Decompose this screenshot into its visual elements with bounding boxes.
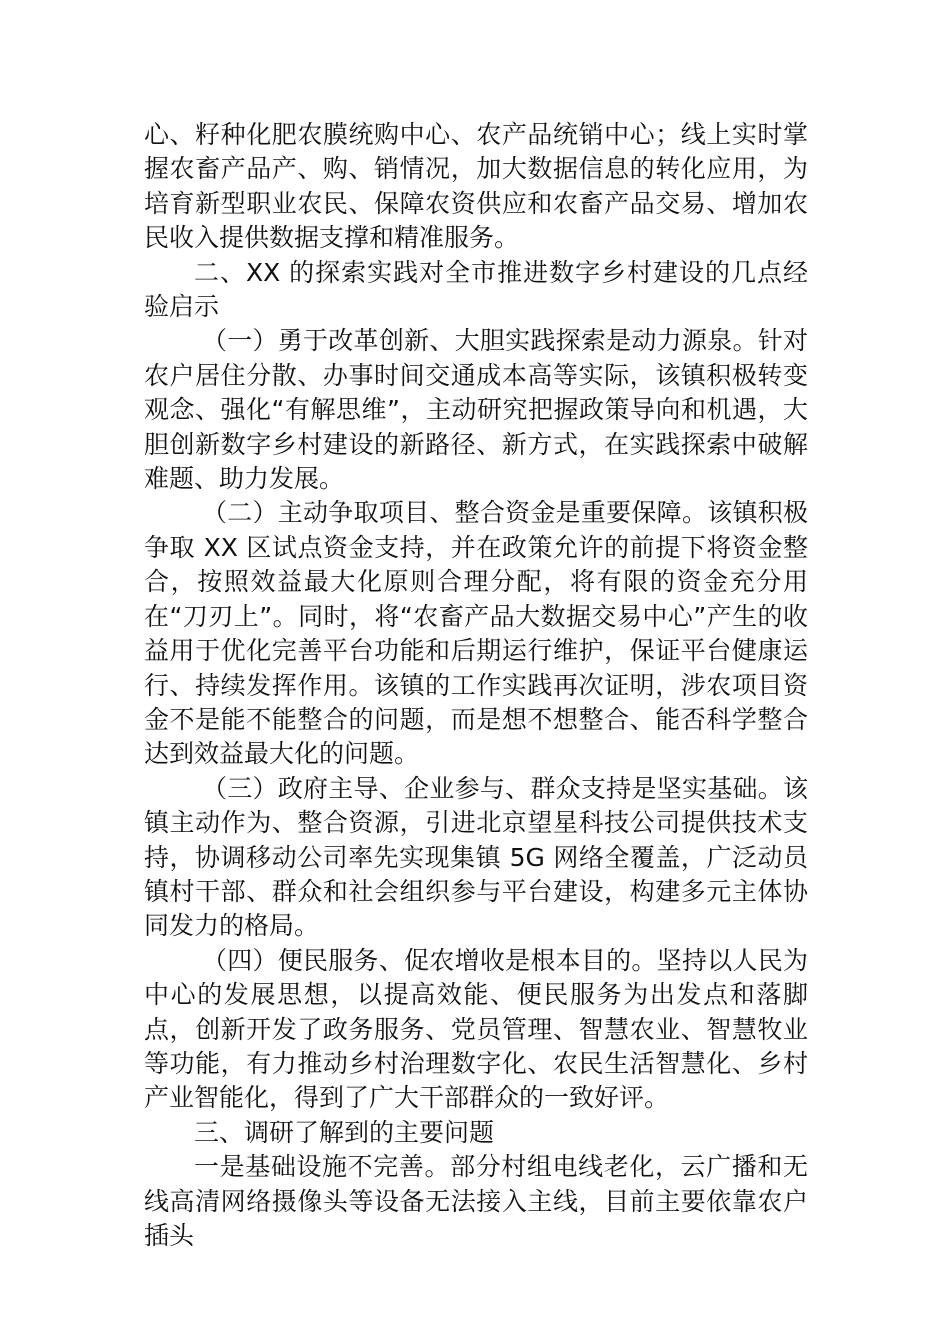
- paragraph-problem-1: 一是基础设施不完善。部分村组电线老化，云广播和无线高清网络摄像头等设备无法接入主线，目前主要依靠农户插头: [144, 1152, 808, 1250]
- paragraph-item-3: （三）政府主导、企业参与、群众支持是坚实基础。该镇主动作为、整合资源，引进北京望星科技公司提供技术支持，协调移动公司率先实现集镇 5G 网络全覆盖，广泛动员镇村干部、群众和社会组织参与平台建设，构建多元主体协同发力的格局。: [144, 773, 808, 941]
- paragraph-item-1: （一）勇于改革创新、大胆实践探索是动力源泉。针对农户居住分散、办事时间交通成本高等实际，该镇积极转变观念、强化“有解思维”，主动研究把握政策导向和机遇，大胆创新数字乡村建设的新路径、新方式，在实践探索中破解难题、助力发展。: [144, 326, 808, 494]
- paragraph-item-2: （二）主动争取项目、整合资金是重要保障。该镇积极争取 XX 区试点资金支持，并在政策允许的前提下将资金整合，按照效益最大化原则合理分配，将有限的资金充分用在“刀刃上”。同时，将“农畜产品大数据交易中心”产生的收益用于优化完善平台功能和后期运行维护，保证平台健康运行、持续发挥作用。该镇的工作实践再次证明，涉农项目资金不是能不能整合的问题，而是想不想整合、能否科学整合达到效益最大化的问题。: [144, 498, 808, 769]
- section-heading-2: 二、XX 的探索实践对全市推进数字乡村建设的几点经验启示: [144, 257, 808, 322]
- paragraph-item-4: （四）便民服务、促农增收是根本目的。坚持以人民为中心的发展思想，以提高效能、便民服务为出发点和落脚点，创新开发了政务服务、党员管理、智慧农业、智慧牧业等功能，有力推动乡村治理数字化、农民生活智慧化、乡村产业智能化，得到了广大干部群众的一致好评。: [144, 945, 808, 1113]
- paragraph-continuation: 心、籽种化肥农膜统购中心、农产品统销中心；线上实时掌握农畜产品产、购、销情况，加大数据信息的转化应用，为培育新型职业农民、保障农资供应和农畜产品交易、增加农民收入提供数据支撑和精准服务。: [144, 120, 808, 253]
- document-body: [144, 118, 808, 1253]
- section-heading-3: 三、调研了解到的主要问题: [194, 1117, 495, 1147]
